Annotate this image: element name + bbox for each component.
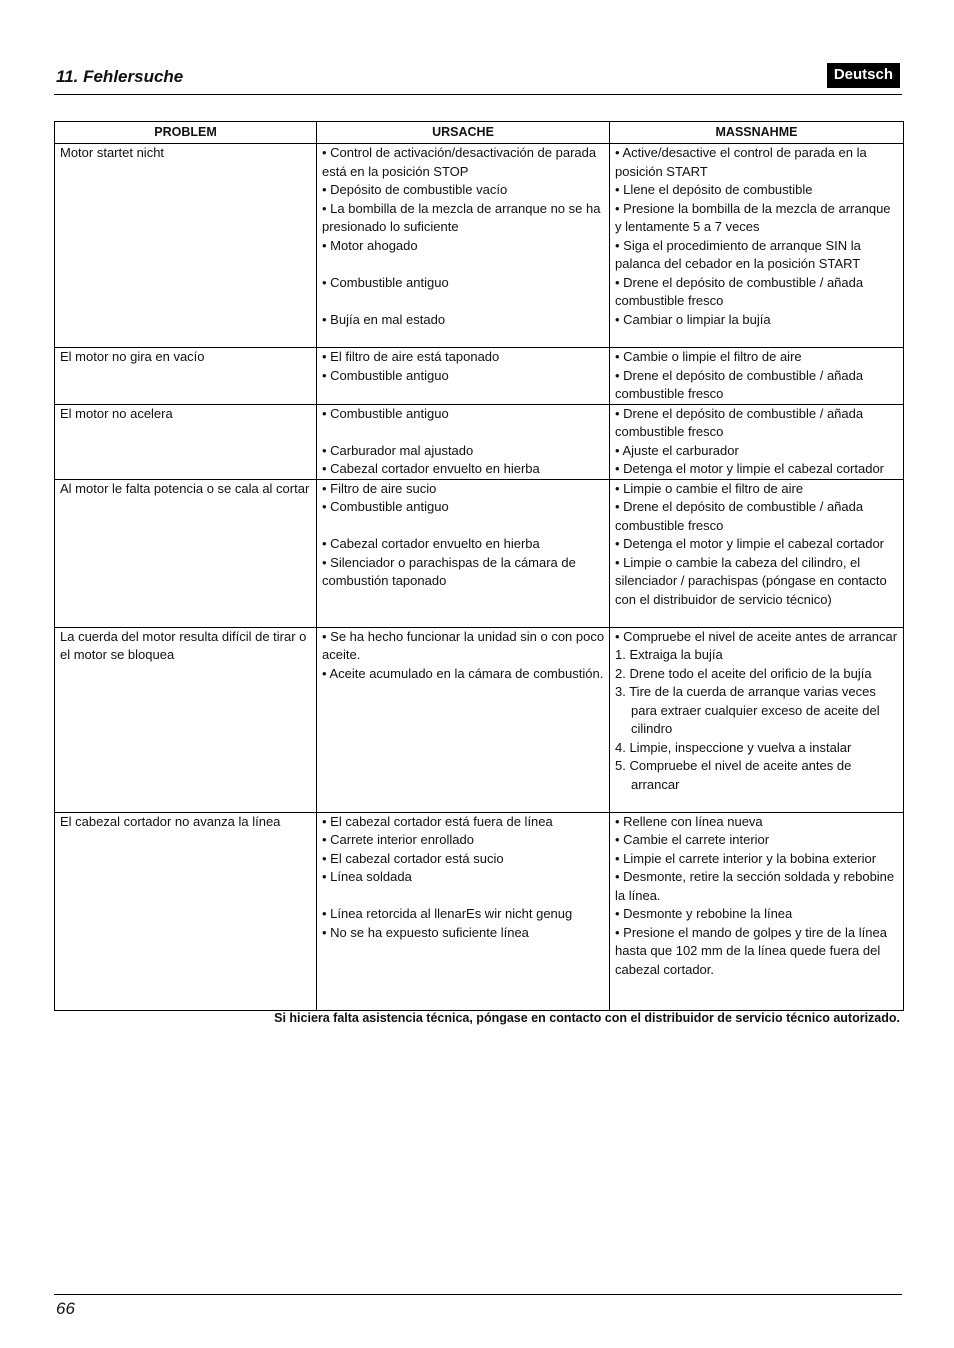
problem-cell xyxy=(55,404,317,479)
column-header-cause: URSACHE xyxy=(317,122,610,144)
cause-cell xyxy=(317,348,610,405)
action-item: • Presione la bombilla de la mezcla de arranque y lentamente 5 a 7 veces xyxy=(615,200,891,234)
action-item: • Limpie el carrete interior y la bobina exterior xyxy=(615,850,877,866)
service-footnote: Si hiciera falta asistencia técnica, póngase en contacto con el distribuidor de servicio técnico autorizado. xyxy=(274,1011,900,1025)
action-item: • Drene el depósito de combustible / añada combustible fresco xyxy=(615,499,864,533)
cause-item: • El filtro de aire está taponado xyxy=(322,349,500,364)
action-item: • Active/desactive el control de parada en la posición START xyxy=(615,145,867,179)
action-item: • Detenga el motor y limpie el cabezal cortador xyxy=(615,536,885,551)
cause-item: • Filtro de aire sucio xyxy=(322,480,437,496)
cause-item: • El cabezal cortador está sucio xyxy=(322,850,504,866)
cause-item: • Motor ahogado xyxy=(322,237,418,253)
action-item: • Cambie el carrete interior xyxy=(615,832,770,847)
action-item: • Desmonte, retire la sección soldada y rebobine la línea. xyxy=(615,869,895,903)
action-item: • Cambie o limpie el filtro de aire xyxy=(615,349,802,364)
action-item: • Ajuste el carburador xyxy=(615,442,739,458)
problem-cell xyxy=(55,627,317,812)
table-row xyxy=(55,404,904,479)
cause-item: • Cabezal cortador envuelto en hierba xyxy=(322,461,540,476)
cause-cell xyxy=(317,627,610,812)
action-item: 2. Drene todo el aceite del orificio de la bujía xyxy=(615,665,872,681)
column-header-action: MASSNAHME xyxy=(610,122,904,144)
cause-item: • Línea soldada xyxy=(322,869,412,884)
language-badge: Deutsch xyxy=(827,63,900,88)
table-row xyxy=(55,627,904,812)
cause-item xyxy=(322,517,605,536)
troubleshooting-table xyxy=(54,121,904,1011)
problem-text: El motor no gira en vacío xyxy=(60,349,205,364)
cause-item: • Combustible antiguo xyxy=(322,367,449,383)
action-item: • Siga el procedimiento de arranque SIN la palanca del cebador en la posición START xyxy=(615,237,861,271)
action-item: • Limpie o cambie la cabeza del cilindro, el silenciador / parachispas (póngase en contacto con el distribuidor de servicio técnico) xyxy=(615,554,887,607)
cause-item: • Cabezal cortador envuelto en hierba xyxy=(322,536,540,551)
cause-cell xyxy=(317,479,610,627)
cause-cell xyxy=(317,144,610,348)
action-item: • Detenga el motor y limpie el cabezal cortador xyxy=(615,461,885,476)
action-item: • Cambiar o limpiar la bujía xyxy=(615,311,771,327)
section-title: 11. Fehlersuche xyxy=(56,67,184,86)
cause-item xyxy=(322,423,605,442)
action-cell xyxy=(610,348,904,405)
cause-item: • La bombilla de la mezcla de arranque no se ha presionado lo suficiente xyxy=(322,200,601,234)
action-item: 3. Tire de la cuerda de arranque varias veces para extraer cualquier exceso de aceite del cilindro xyxy=(615,684,880,736)
cause-item: • Se ha hecho funcionar la unidad sin o con poco aceite. xyxy=(322,628,605,662)
action-item: • Llene el depósito de combustible xyxy=(615,182,813,197)
page-header xyxy=(54,62,902,95)
action-item: 1. Extraiga la bujía xyxy=(615,647,723,662)
table-row xyxy=(55,348,904,405)
action-item: • Desmonte y rebobine la línea xyxy=(615,906,793,921)
action-item: • Rellene con línea nueva xyxy=(615,813,763,829)
footer-rule xyxy=(54,1294,902,1295)
action-cell xyxy=(610,404,904,479)
cause-item xyxy=(322,255,605,274)
problem-text: El cabezal cortador no avanza la línea xyxy=(60,813,281,829)
action-item: • Drene el depósito de combustible / añada combustible fresco xyxy=(615,274,864,308)
cause-item xyxy=(322,887,605,906)
action-item: • Presione el mando de golpes y tire de la línea hasta que 102 mm de la línea quede fuera del cabezal cortador. xyxy=(615,924,887,977)
cause-item: • Depósito de combustible vacío xyxy=(322,182,508,197)
cause-item: • Control de activación/desactivación de parada está en la posición STOP xyxy=(322,145,597,179)
problem-text: Al motor le falta potencia o se cala al cortar xyxy=(60,480,310,496)
cause-item xyxy=(322,292,605,311)
cause-item: • Combustible antiguo xyxy=(322,405,449,421)
cause-item: • Silenciador o parachispas de la cámara de combustión taponado xyxy=(322,554,576,588)
cause-item: • Línea retorcida al llenarEs wir nicht genug xyxy=(322,906,573,921)
problem-text: Motor startet nicht xyxy=(60,145,165,160)
table-body xyxy=(55,144,904,1011)
page-number: 66 xyxy=(56,1299,75,1318)
cause-item: • El cabezal cortador está fuera de línea xyxy=(322,813,553,829)
action-item: • Limpie o cambie el filtro de aire xyxy=(615,480,804,496)
problem-cell xyxy=(55,479,317,627)
problem-text: El motor no acelera xyxy=(60,405,173,421)
cause-item: • Carburador mal ajustado xyxy=(322,442,474,458)
action-cell xyxy=(610,479,904,627)
cause-cell xyxy=(317,812,610,1010)
action-cell xyxy=(610,144,904,348)
action-item: 5. Compruebe el nivel de aceite antes de arrancar xyxy=(615,758,852,792)
action-item: • Drene el depósito de combustible / añada combustible fresco xyxy=(615,367,864,401)
cause-item: • No se ha expuesto suficiente línea xyxy=(322,924,529,940)
table-row xyxy=(55,144,904,348)
action-cell xyxy=(610,627,904,812)
cause-item: • Bujía en mal estado xyxy=(322,311,446,327)
problem-cell xyxy=(55,348,317,405)
problem-cell xyxy=(55,144,317,348)
action-item: • Drene el depósito de combustible / añada combustible fresco xyxy=(615,405,864,439)
column-header-problem: PROBLEM xyxy=(55,122,317,144)
cause-item: • Combustible antiguo xyxy=(322,499,449,514)
action-cell xyxy=(610,812,904,1010)
cause-cell xyxy=(317,404,610,479)
action-item: 4. Limpie, inspeccione y vuelva a instalar xyxy=(615,739,852,755)
table-row xyxy=(55,812,904,1010)
cause-item: • Aceite acumulado en la cámara de combustión. xyxy=(322,665,604,681)
cause-item: • Combustible antiguo xyxy=(322,274,449,290)
table-row xyxy=(55,479,904,627)
cause-item: • Carrete interior enrollado xyxy=(322,832,474,847)
problem-cell xyxy=(55,812,317,1010)
action-item: • Compruebe el nivel de aceite antes de arrancar xyxy=(615,628,898,644)
table-header-row xyxy=(55,122,904,144)
problem-text: La cuerda del motor resulta difícil de tirar o el motor se bloquea xyxy=(60,628,307,662)
